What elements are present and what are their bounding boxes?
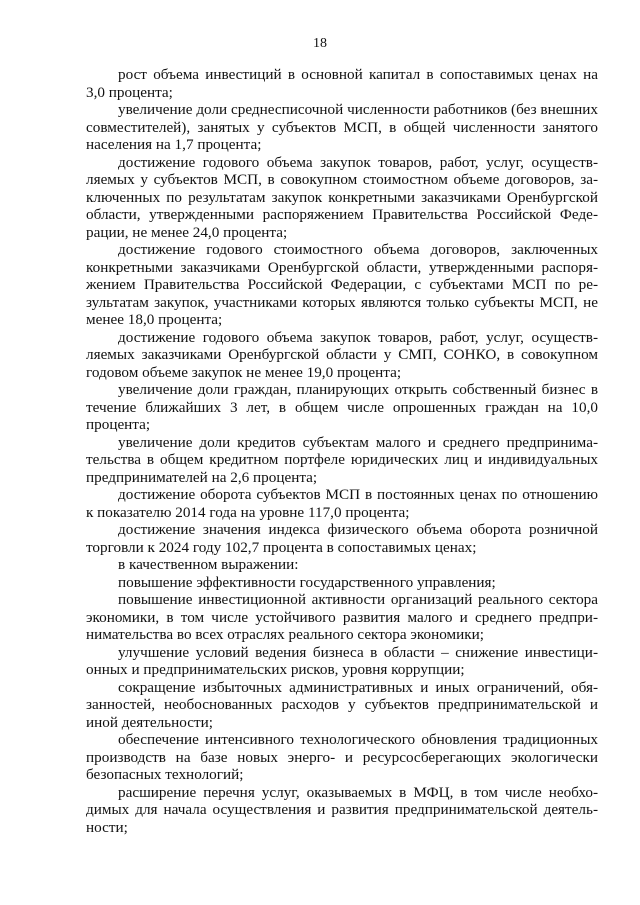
- paragraph-mfc-services: расширение перечня услуг, оказываемых в МФЦ, в том числе необходимых для начала осуществления и развития предпринимательской деятельности;: [86, 783, 598, 836]
- document-body: [86, 66, 598, 836]
- paragraph-reduce-restrictions: сокращение избыточных административных и иных ограничений, обязанностей, необоснованных расходов у субъектов предпринимательской и иной деятельности;: [86, 678, 598, 731]
- page-number: 18: [313, 36, 327, 51]
- paragraph-turnover: достижение оборота субъектов МСП в постоянных ценах по отношению к показателю 2014 года на уровне 117,0 процента;: [86, 486, 598, 521]
- paragraph-investment-growth: рост объема инвестиций в основной капитал в сопоставимых ценах на 3,0 процента;: [86, 66, 598, 101]
- paragraph-qualitative-heading: в качественном выражении:: [118, 556, 299, 573]
- paragraph-employment-share: увеличение доли среднесписочной численности работников (без внешних совместителей), занятых у субъектов МСП, в общей численности занятого населения на 1,7 процента;: [86, 101, 598, 153]
- paragraph-investment-activity: повышение инвестиционной активности организаций реального сектора экономики, в том числе устойчивого развития малого и среднего предпринимательства во всех отраслях реального сектора экономики;: [86, 591, 598, 643]
- paragraph-business-plans: увеличение доли граждан, планирующих открыть собственный бизнес в течение ближайших 3 лет, в общем числе опрошенных граждан на 10,0 процента;: [86, 381, 598, 433]
- paragraph-governance-efficiency: повышение эффективности государственного управления;: [118, 573, 496, 591]
- paragraph-retail-index: достижение значения индекса физического объема оборота розничной торговли к 2024 году 102,7 процента в сопоставимых ценах;: [86, 521, 598, 556]
- paragraph-procurement-volume: достижение годового объема закупок товаров, работ, услуг, осуществляемых у субъектов МСП, в совокупном стоимостном объеме договоров, заключенных по результатам закупок конкретными заказчиками Оренбургской области, утвержденными распоряжением Правительства Российской Федерации, не менее 24,0 процента;: [86, 153, 598, 241]
- paragraph-tech-renewal: обеспечение интенсивного технологического обновления традиционных производств на базе новых энерго- и ресурсосберегающих экологически безопасных технологий;: [86, 731, 598, 783]
- paragraph-credit-share: увеличение доли кредитов субъектам малого и среднего предпринимательства в общем кредитном портфеле юридических лиц и индивидуальных предпринимателей на 2,6 процента;: [86, 433, 598, 486]
- paragraph-business-conditions: улучшение условий ведения бизнеса в области – снижение инвестиционных и предпринимательских рисков, уровня коррупции;: [86, 643, 598, 678]
- paragraph-contract-value: достижение годового стоимостного объема договоров, заключенных конкретными заказчиками Оренбургской области, утвержденными распоряжением Правительства Российской Федерации, с субъектами МСП по результатам закупок, участниками которых являются только субъекты МСП, не менее 18,0 процента;: [86, 241, 598, 328]
- paragraph-smp-sonko-procurement: достижение годового объема закупок товаров, работ, услуг, осуществляемых заказчиками Оренбургской области у СМП, СОНКО, в совокупном годовом объеме закупок не менее 19,0 процента;: [86, 328, 598, 381]
